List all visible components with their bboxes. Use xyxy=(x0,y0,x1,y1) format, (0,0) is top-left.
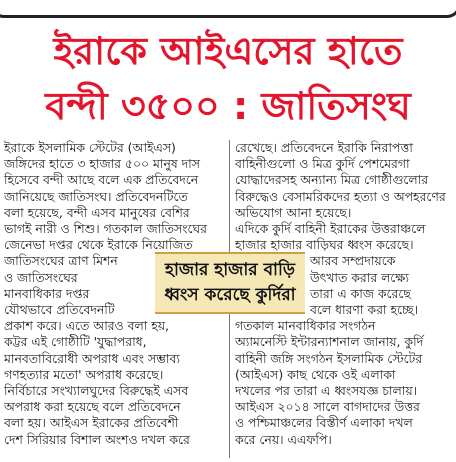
pull-quote-line-2: ধ্বংস করেছে কুর্দিরা xyxy=(164,285,296,305)
body-line: অপরাধ করা হয়েছে বলে প্রতিবেদনে xyxy=(4,399,181,415)
body-line: জাতিসংঘের ত্রাণ মিশন xyxy=(4,253,118,269)
pull-quote-line-1: হাজার হাজার বাড়ি xyxy=(165,260,295,280)
headline-line-1: ইরাকে আইএসের হাতে xyxy=(53,29,403,73)
body-line: কট্টর এই গোষ্ঠীটি 'যুদ্ধাপরাধ, xyxy=(4,334,147,350)
pull-quote-box xyxy=(155,252,305,314)
body-line: বিরুদ্ধেও বেসামরিকদের হত্যা ও অপহরণের xyxy=(235,188,446,204)
body-line: দেশ সিরিয়ার বিশাল অংশও দখল করে xyxy=(4,431,190,447)
body-line: নির্বিচারে সংখ্যালঘুদের বিরুদ্ধেই এসব xyxy=(4,383,189,399)
body-line: জঙ্গিদের হাতে ৩ হাজার ৫০০ মানুষ দাস xyxy=(4,156,200,172)
body-line: তারা এ কাজ করেছে xyxy=(310,285,411,301)
body-line: যোদ্ধাদেরসহ অন্যান্য মিত্র গোষ্ঠীগুলোর xyxy=(235,172,429,188)
body-line: গতকাল মানবাধিকার সংগঠন xyxy=(235,318,376,334)
body-line: রেখেছে। প্রতিবেদনে ইরাকি নিরাপত্তা xyxy=(235,140,413,155)
body-line: (আইএস) কাছ থেকে ওই এলাকা xyxy=(235,366,396,382)
body-line: এদিকে কুর্দি বাহিনী ইরাকের উত্তরাঞ্চলে xyxy=(235,221,426,237)
body-line: ও পশ্চিমাঞ্চলের বিস্তীর্ণ এলাকা দখল xyxy=(235,415,413,431)
top-frame-border xyxy=(0,0,456,18)
body-line: হিসেবে বন্দী আছে বলে এক প্রতিবেদনে xyxy=(4,172,199,188)
body-line: আইএস ২০১৪ সালে বাগদাদের উত্তর xyxy=(235,399,420,415)
body-line: অভিযোগ আনা হয়েছে। xyxy=(235,204,352,220)
body-line: যৌথভাবে প্রতিবেদনটি xyxy=(4,302,115,318)
body-line: প্রকাশ করে। এতে আরও বলা হয়, xyxy=(4,318,169,334)
headline-line-2: বন্দী ৩৫০০ : জাতিসংঘ xyxy=(45,84,411,128)
body-line: জেনেভা দপ্তর থেকে ইরাকে নিয়োজিত xyxy=(4,237,193,253)
body-line: গণহত্যার মতো' অপরাধ করেছে। xyxy=(4,366,164,382)
body-line: বাহিনী জঙ্গি সংগঠন ইসলামিক স্টেটের xyxy=(235,350,423,366)
body-line: বলা হয়েছে, বন্দী এসব মানুষের বেশির xyxy=(4,204,190,220)
body-line: বাহিনীগুলো ও মিত্র কুর্দি পেশমেরগা xyxy=(235,156,410,172)
body-line: বলে ধারণা করা হচ্ছে। xyxy=(310,302,419,318)
body-line: জানিয়েছে জাতিসংঘ। প্রতিবেদনটিতে xyxy=(4,188,188,204)
body-line: আরব সম্প্রদায়কে xyxy=(310,253,396,269)
body-line: উৎখাত করার লক্ষ্যে xyxy=(310,269,409,285)
body-line: ইরাকে ইসলামিক স্টেটের (আইএস) xyxy=(4,140,176,155)
body-line: ভাগই নারী ও শিশু। গতকাল জাতিসংঘের xyxy=(4,221,207,237)
body-line: দখলের পর তারা এ ধ্বংসযজ্ঞ চালায়। xyxy=(235,383,418,399)
body-line: বলা হয়। আইএস ইরাকের প্রতিবেশী xyxy=(4,415,179,431)
body-line: মানবতাবিরোধী অপরাধ এবং সম্ভাব্য xyxy=(4,350,181,366)
body-line: ও জাতিসংঘের xyxy=(4,269,78,285)
body-line: হাজার হাজার বাড়িঘর ধ্বংস করেছে। xyxy=(235,237,414,253)
body-line: করে নেয়। এএফপি। xyxy=(235,431,332,447)
body-line: অ্যামনেস্টি ইন্টারন্যাশনাল জানায়, কুর্দি xyxy=(235,334,424,350)
body-line: মানবাধিকার দপ্তর xyxy=(4,285,90,301)
